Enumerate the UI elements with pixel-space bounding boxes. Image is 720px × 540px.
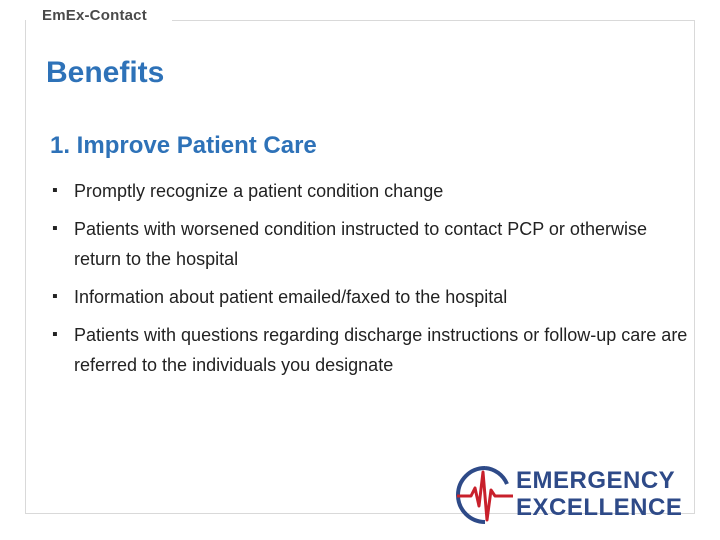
bullet-item: ▪ Information about patient emailed/faxed to the hospital xyxy=(50,282,698,312)
frame-top-border xyxy=(172,20,695,21)
section-heading: 1. Improve Patient Care xyxy=(50,132,317,159)
bullet-item: ▪ Patients with questions regarding discharge instructions or follow-up care are referred to the individuals you designate xyxy=(50,320,698,380)
emergency-excellence-logo xyxy=(455,462,685,528)
bullet-item: ▪ Patients with worsened condition instructed to contact PCP or otherwise return to the hospital xyxy=(50,214,698,274)
page-title: Benefits xyxy=(46,56,165,89)
logo-line-1: EMERGENCY xyxy=(516,467,676,494)
heartbeat-icon xyxy=(455,462,515,528)
bullet-item: ▪ Promptly recognize a patient condition change xyxy=(50,176,698,206)
bullet-list xyxy=(50,176,698,388)
logo-line-2: EXCELLENCE xyxy=(516,494,683,521)
brand-label: EmEx-Contact xyxy=(42,7,147,24)
